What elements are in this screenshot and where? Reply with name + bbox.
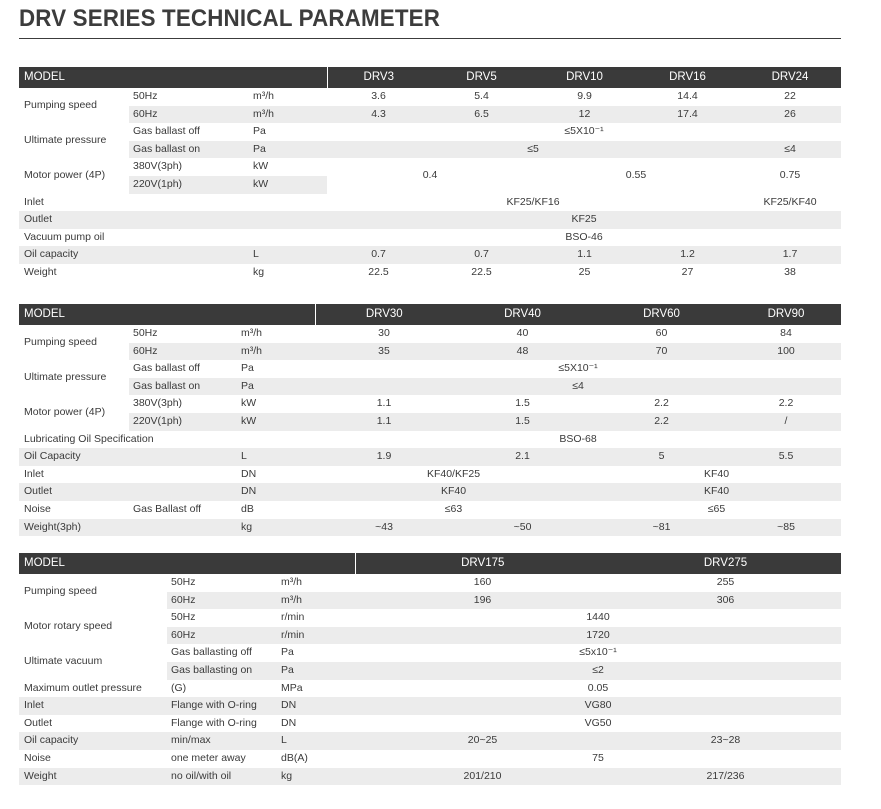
cell-value: ≤65: [592, 501, 841, 519]
table-row: [19, 448, 841, 466]
cell-value: KF25/KF40: [739, 194, 841, 212]
row-sub-label: 380V(3ph): [129, 395, 237, 413]
row-unit: m³/h: [249, 106, 327, 124]
row-label: Weight: [19, 264, 249, 282]
row-unit: DN: [277, 697, 355, 715]
row-unit: m³/h: [249, 88, 327, 106]
row-unit: m³/h: [237, 325, 315, 343]
row-unit: m³/h: [277, 592, 355, 610]
cell-value: 5: [592, 448, 731, 466]
cell-value: 0.7: [430, 246, 533, 264]
cell-value: ≤5X10⁻¹: [315, 360, 841, 378]
row-unit: L: [237, 448, 315, 466]
row-unit: kg: [249, 264, 327, 282]
row-sub-label: Gas ballast off: [129, 123, 249, 141]
table-header-row: [19, 67, 841, 88]
row-label: Ultimate pressure: [19, 123, 129, 158]
row-unit: dB(A): [277, 750, 355, 768]
cell-value: 84: [731, 325, 841, 343]
row-unit: r/min: [277, 609, 355, 627]
cell-value: 14.4: [636, 88, 739, 106]
row-unit: Pa: [277, 644, 355, 662]
model-name: DRV60: [592, 304, 731, 325]
row-sub-label: 60Hz: [129, 106, 249, 124]
cell-value: KF40: [592, 466, 841, 484]
row-sub-label: 60Hz: [167, 627, 277, 645]
row-sub-label: Gas ballast off: [129, 360, 237, 378]
row-label: Oil Capacity: [19, 448, 237, 466]
cell-value: 3.6: [327, 88, 430, 106]
table-row: [19, 229, 841, 247]
table-row: [19, 123, 841, 141]
table-row: [19, 378, 841, 396]
spec-table-drv3-24: [19, 67, 841, 282]
cell-value: 26: [739, 106, 841, 124]
table-row: [19, 88, 841, 106]
row-label: Noise: [19, 750, 167, 768]
table-row: [19, 395, 841, 413]
table-row: [19, 360, 841, 378]
cell-value: ≤5x10⁻¹: [355, 644, 841, 662]
row-unit: L: [277, 732, 355, 750]
cell-value: 306: [610, 592, 841, 610]
row-sub-label: min/max: [167, 732, 277, 750]
cell-value: KF40: [315, 483, 592, 501]
row-label: Inlet: [19, 697, 167, 715]
cell-value: ≤2: [355, 662, 841, 680]
cell-value: ≤4: [315, 378, 841, 396]
cell-value: 217/236: [610, 768, 841, 786]
table-row: [19, 211, 841, 229]
row-unit: Pa: [277, 662, 355, 680]
table-row: [19, 750, 841, 768]
cell-value: 160: [355, 574, 610, 592]
row-unit: r/min: [277, 627, 355, 645]
cell-value: 0.4: [327, 158, 533, 193]
row-unit: Pa: [237, 360, 315, 378]
model-name: DRV175: [355, 553, 610, 574]
row-label: Inlet: [19, 194, 327, 212]
table-row: [19, 715, 841, 733]
cell-value: KF25: [327, 211, 841, 229]
cell-value: ≤5: [327, 141, 739, 159]
table-row: [19, 680, 841, 698]
model-name: DRV24: [739, 67, 841, 88]
model-header: MODEL: [19, 553, 355, 574]
cell-value: 35: [315, 343, 453, 361]
table-row: [19, 732, 841, 750]
row-label: Outlet: [19, 715, 167, 733]
row-label: Pumping speed: [19, 325, 129, 360]
row-sub-label: Gas ballast on: [129, 141, 249, 159]
cell-value: ~43: [315, 519, 453, 537]
row-unit: dB: [237, 501, 315, 519]
row-sub-label: 220V(1ph): [129, 413, 237, 431]
row-unit: Pa: [249, 141, 327, 159]
cell-value: 1.2: [636, 246, 739, 264]
row-unit: DN: [237, 483, 315, 501]
row-unit: kg: [277, 768, 355, 786]
cell-value: 60: [592, 325, 731, 343]
table-row: [19, 501, 841, 519]
model-name: DRV5: [430, 67, 533, 88]
cell-value: 5.5: [731, 448, 841, 466]
row-sub-label: 220V(1ph): [129, 176, 249, 194]
cell-value: 17.4: [636, 106, 739, 124]
row-unit: MPa: [277, 680, 355, 698]
row-sub-label: 50Hz: [129, 88, 249, 106]
row-sub-label: Gas ballasting off: [167, 644, 277, 662]
row-sub-label: Gas ballasting on: [167, 662, 277, 680]
table-row: [19, 768, 841, 786]
spec-table-drv30-90: [19, 304, 841, 536]
row-label: Weight(3ph): [19, 519, 237, 537]
row-sub-label: one meter away: [167, 750, 277, 768]
table-row: [19, 609, 841, 627]
row-label: Pumping speed: [19, 88, 129, 123]
cell-value: 0.55: [533, 158, 739, 193]
row-sub-label: 60Hz: [167, 592, 277, 610]
cell-value: 1.1: [533, 246, 636, 264]
cell-value: ~85: [731, 519, 841, 537]
model-header: MODEL: [19, 67, 327, 88]
row-sub-label: no oil/with oil: [167, 768, 277, 786]
row-label: Maximum outlet pressure: [19, 680, 167, 698]
row-label: Motor rotary speed: [19, 609, 167, 644]
cell-value: 27: [636, 264, 739, 282]
cell-value: VG80: [355, 697, 841, 715]
cell-value: 48: [453, 343, 592, 361]
table-row: [19, 697, 841, 715]
cell-value: 1440: [355, 609, 841, 627]
model-name: DRV10: [533, 67, 636, 88]
cell-value: VG50: [355, 715, 841, 733]
cell-value: ~81: [592, 519, 731, 537]
cell-value: 4.3: [327, 106, 430, 124]
cell-value: 22.5: [327, 264, 430, 282]
row-unit: Pa: [237, 378, 315, 396]
row-unit: kW: [249, 176, 327, 194]
cell-value: 196: [355, 592, 610, 610]
row-unit: Pa: [249, 123, 327, 141]
row-sub-label: 50Hz: [129, 325, 237, 343]
cell-value: 5.4: [430, 88, 533, 106]
model-header: MODEL: [19, 304, 315, 325]
table-row: [19, 246, 841, 264]
title-divider: [19, 38, 841, 39]
table-row: [19, 343, 841, 361]
row-unit: L: [249, 246, 327, 264]
cell-value: ≤63: [315, 501, 592, 519]
cell-value: 40: [453, 325, 592, 343]
cell-value: 1.1: [315, 395, 453, 413]
cell-value: 2.2: [592, 395, 731, 413]
row-sub-label: 380V(3ph): [129, 158, 249, 176]
cell-value: BSO-46: [327, 229, 841, 247]
cell-value: /: [731, 413, 841, 431]
cell-value: 22.5: [430, 264, 533, 282]
row-label: Inlet: [19, 466, 237, 484]
cell-value: 30: [315, 325, 453, 343]
model-name: DRV3: [327, 67, 430, 88]
page-title: DRV SERIES TECHNICAL PARAMETER: [19, 5, 441, 32]
row-unit: kW: [249, 158, 327, 176]
row-sub-label: 50Hz: [167, 574, 277, 592]
cell-value: 1.1: [315, 413, 453, 431]
row-label: Outlet: [19, 483, 237, 501]
table-row: [19, 574, 841, 592]
cell-value: 38: [739, 264, 841, 282]
cell-value: ≤5X10⁻¹: [327, 123, 841, 141]
model-name: DRV275: [610, 553, 841, 574]
cell-value: 1.5: [453, 395, 592, 413]
cell-value: 255: [610, 574, 841, 592]
table-row: [19, 483, 841, 501]
row-label: Pumping speed: [19, 574, 167, 609]
table-row: [19, 141, 841, 159]
row-sub-label: (G): [167, 680, 277, 698]
row-unit: DN: [277, 715, 355, 733]
row-unit: DN: [237, 466, 315, 484]
cell-value: 75: [355, 750, 841, 768]
row-label: Oil capacity: [19, 732, 167, 750]
table-row: [19, 644, 841, 662]
cell-value: 25: [533, 264, 636, 282]
row-label: Lubricating Oil Specification: [19, 431, 315, 449]
row-unit: kg: [237, 519, 315, 537]
cell-value: 1.9: [315, 448, 453, 466]
model-name: DRV90: [731, 304, 841, 325]
row-unit: kW: [237, 413, 315, 431]
row-sub-label: Gas Ballast off: [129, 501, 237, 519]
row-unit: m³/h: [237, 343, 315, 361]
row-label: Vacuum pump oil: [19, 229, 327, 247]
model-name: DRV30: [315, 304, 453, 325]
table-row: [19, 106, 841, 124]
cell-value: KF25/KF16: [327, 194, 739, 212]
cell-value: 70: [592, 343, 731, 361]
table-row: [19, 466, 841, 484]
row-label: Ultimate pressure: [19, 360, 129, 395]
cell-value: 1.5: [453, 413, 592, 431]
row-sub-label: 60Hz: [129, 343, 237, 361]
cell-value: 2.2: [731, 395, 841, 413]
row-sub-label: Gas ballast on: [129, 378, 237, 396]
cell-value: 2.1: [453, 448, 592, 466]
row-sub-label: Flange with O-ring: [167, 697, 277, 715]
row-label: Ultimate vacuum: [19, 644, 167, 679]
cell-value: 0.7: [327, 246, 430, 264]
cell-value: 201/210: [355, 768, 610, 786]
cell-value: 6.5: [430, 106, 533, 124]
cell-value: 9.9: [533, 88, 636, 106]
row-unit: kW: [237, 395, 315, 413]
cell-value: 0.05: [355, 680, 841, 698]
cell-value: KF40/KF25: [315, 466, 592, 484]
cell-value: 100: [731, 343, 841, 361]
row-label: Weight: [19, 768, 167, 786]
model-name: DRV16: [636, 67, 739, 88]
table-row: [19, 158, 841, 176]
table-row: [19, 519, 841, 537]
cell-value: 23~28: [610, 732, 841, 750]
table-header-row: [19, 553, 841, 574]
row-sub-label: 50Hz: [167, 609, 277, 627]
row-sub-label: Flange with O-ring: [167, 715, 277, 733]
row-label: Noise: [19, 501, 129, 519]
row-label: Motor power (4P): [19, 158, 129, 193]
cell-value: 20~25: [355, 732, 610, 750]
row-label: Oil capacity: [19, 246, 249, 264]
cell-value: BSO-68: [315, 431, 841, 449]
table-row: [19, 413, 841, 431]
cell-value: 0.75: [739, 158, 841, 193]
cell-value: 22: [739, 88, 841, 106]
table-row: [19, 264, 841, 282]
cell-value: 1720: [355, 627, 841, 645]
table-row: [19, 325, 841, 343]
cell-value: 2.2: [592, 413, 731, 431]
table-row: [19, 194, 841, 212]
model-name: DRV40: [453, 304, 592, 325]
table-row: [19, 431, 841, 449]
spec-table-drv175-275: [19, 553, 841, 785]
row-label: Motor power (4P): [19, 395, 129, 430]
cell-value: ≤4: [739, 141, 841, 159]
cell-value: ~50: [453, 519, 592, 537]
row-unit: m³/h: [277, 574, 355, 592]
cell-value: 1.7: [739, 246, 841, 264]
cell-value: KF40: [592, 483, 841, 501]
row-label: Outlet: [19, 211, 327, 229]
table-header-row: [19, 304, 841, 325]
cell-value: 12: [533, 106, 636, 124]
